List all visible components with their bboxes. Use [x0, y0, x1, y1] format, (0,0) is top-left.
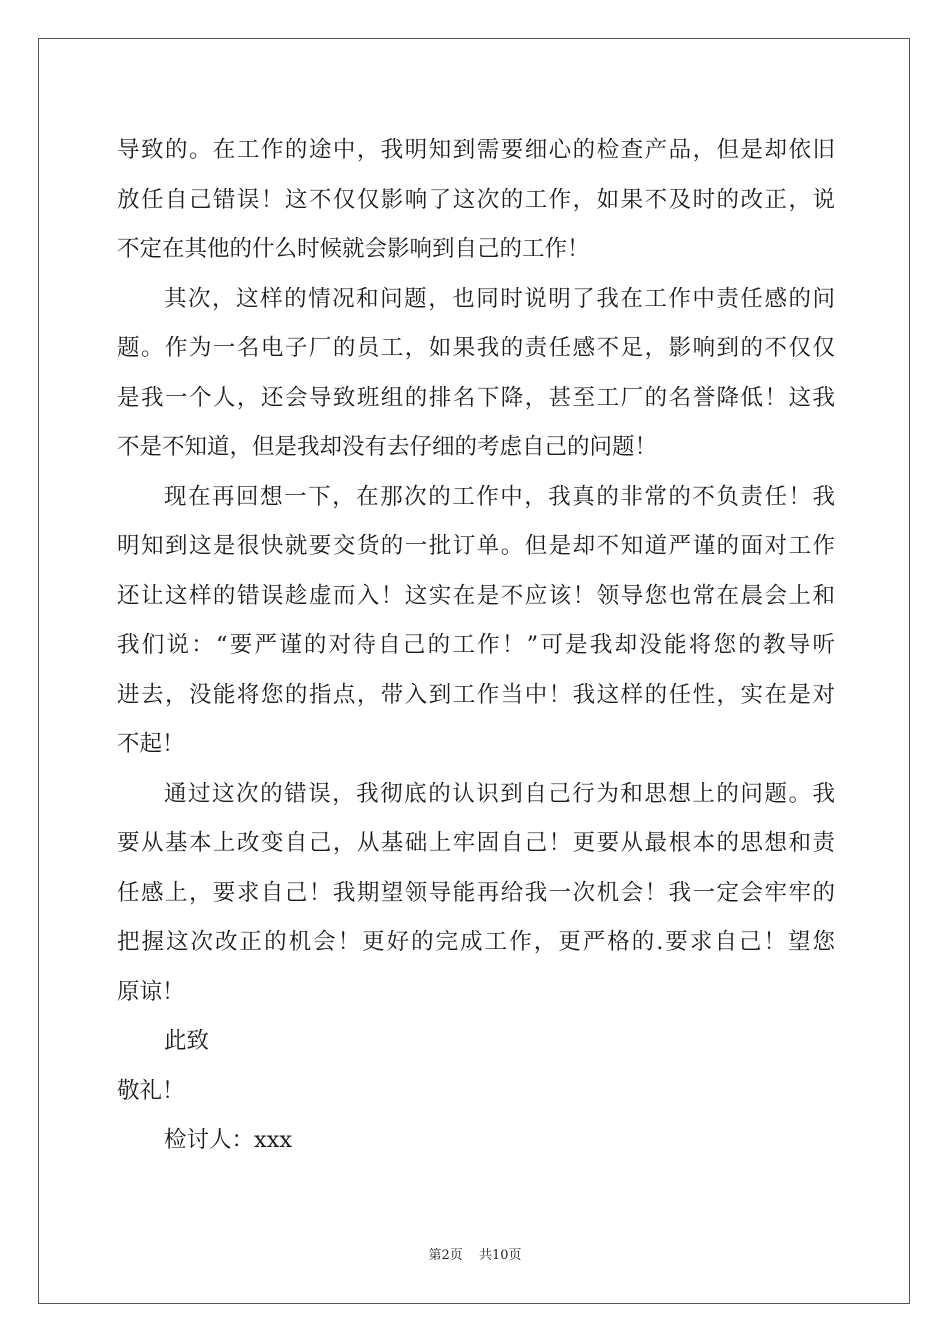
signature: 检讨人：xxx [164, 1127, 293, 1153]
text-line: 要从基本上改变自己，从基础上牢固自己！更要从最根本的思想和责 [117, 830, 835, 856]
text-line: 还让这样的错误趁虚而入！这实在是不应该！领导您也常在晨会上和 [117, 582, 835, 609]
page-number: 第2页 [428, 1248, 463, 1263]
text-line: 不定在其他的什么时候就会影响到自己的工作！ [117, 236, 590, 262]
text-line: 导致的。在工作的途中，我明知到需要细心的检查产品，但是却依旧 [117, 137, 835, 163]
text-line: 进去，没能将您的指点，带入到工作当中！我这样的任性，实在是对 [117, 681, 835, 708]
text-line: 现在再回想一下，在那次的工作中，我真的非常的不负责任！我 [164, 483, 835, 510]
paragraph-1 [117, 126, 835, 275]
closing-text: 此致 [164, 1028, 210, 1054]
page-total: 共10页 [478, 1248, 522, 1263]
text-line: 明知到这是很快就要交货的一批订单。但是却不知道严谨的面对工作 [117, 533, 835, 559]
paragraph-2 [117, 275, 835, 473]
text-line: 题。作为一名电子厂的员工，如果我的责任感不足，影响到的不仅仅 [117, 335, 835, 361]
text-line: 原谅！ [117, 978, 185, 1005]
paragraph-3 [117, 473, 835, 770]
text-line: 其次，这样的情况和问题，也同时说明了我在工作中责任感的问 [164, 285, 835, 312]
text-line: 不起！ [117, 731, 185, 757]
salute-text: 敬礼！ [117, 1077, 185, 1104]
letter-body [117, 126, 835, 1166]
text-line: 把握这次改正的机会！更好的完成工作，更严格的.要求自己！望您 [117, 929, 835, 955]
text-line: 是我一个人，还会导致班组的排名下降，甚至工厂的名誉降低！这我 [117, 384, 835, 411]
text-line: 任感上，要求自己！我期望领导能再给我一次机会！我一定会牢牢的 [117, 879, 835, 906]
text-line: 放任自己错误！这不仅仅影响了这次的工作，如果不及时的改正，说 [117, 186, 835, 213]
text-line: 通过这次的错误，我彻底的认识到自己行为和思想上的问题。我 [164, 780, 835, 807]
text-line: 我们说：“要严谨的对待自己的工作！”可是我却没能将您的教导听 [117, 632, 835, 658]
text-line: 不是不知道，但是我却没有去仔细的考虑自己的问题！ [117, 434, 658, 460]
page-footer [0, 1244, 950, 1263]
paragraph-4 [117, 770, 835, 1018]
